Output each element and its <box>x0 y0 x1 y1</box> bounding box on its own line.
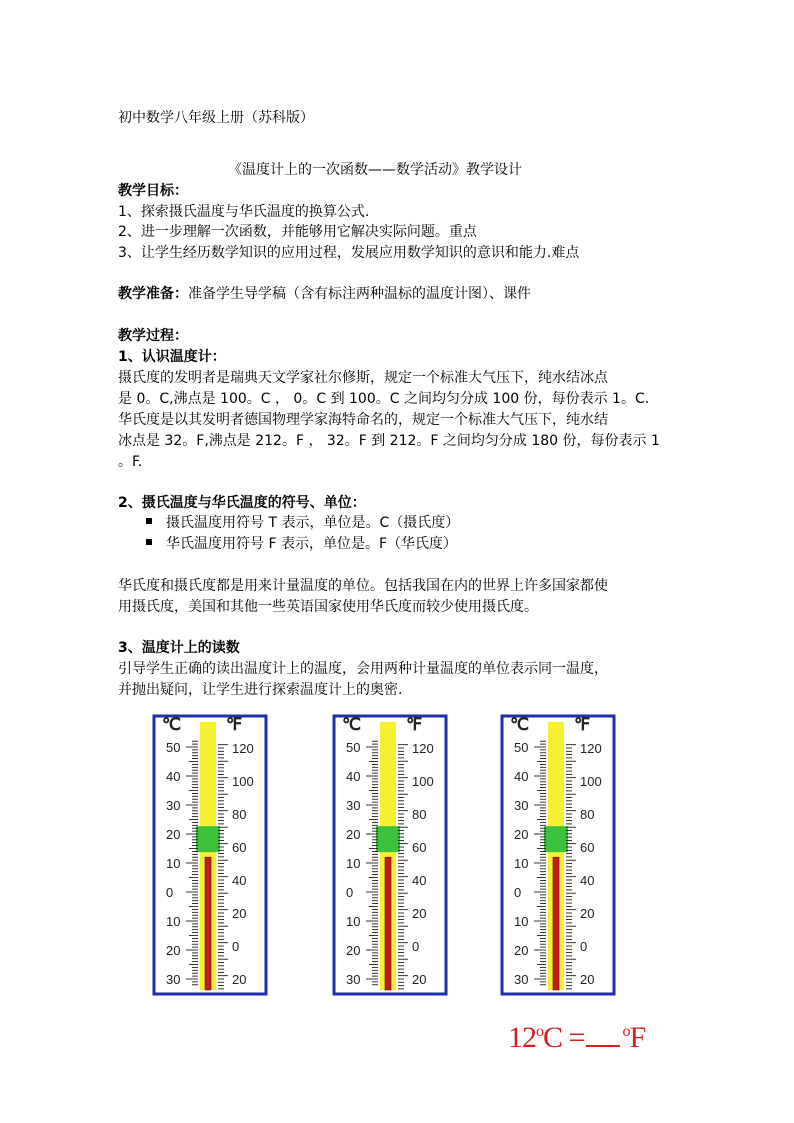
goal-item: 3、让学生经历数学知识的应用过程，发展应用数学知识的意识和能力.难点 <box>118 245 580 261</box>
thermometer-svg <box>332 714 448 996</box>
fahrenheit-tick-label: 80 <box>412 807 427 822</box>
formula-fahrenheit-unit: F <box>629 1021 646 1054</box>
section2-para: 用摄氏度，美国和其他一些英语国家使用华氏度而较少使用摄氏度。 <box>118 599 538 615</box>
celsius-unit-label: ℃ <box>510 715 530 734</box>
fahrenheit-tick-label: 100 <box>580 774 602 789</box>
celsius-tick-label: 30 <box>346 972 361 987</box>
section1-line: 冰点是 32。F,沸点是 212。F ， 32。F 到 212。F 之间均匀分成 180 份，每份表示 1 <box>118 433 660 449</box>
page-title: 《温度计上的一次函数——数学活动》教学设计 <box>228 162 522 178</box>
thermometer-3 <box>500 714 616 996</box>
thermometer-svg <box>500 714 616 996</box>
mercury-column <box>385 857 391 990</box>
fahrenheit-tick-label: 120 <box>580 741 602 756</box>
celsius-tick-label: 10 <box>166 856 181 871</box>
bullet-text: 华氏温度用符号 F 表示，单位是。F（华氏度） <box>166 536 458 552</box>
fahrenheit-tick-label: 80 <box>232 807 247 822</box>
celsius-unit-label: ℃ <box>342 715 362 734</box>
answer-blank[interactable] <box>586 1019 620 1047</box>
celsius-tick-label: 30 <box>346 798 361 813</box>
celsius-tick-label: 10 <box>514 856 529 871</box>
fahrenheit-unit-label: ℉ <box>226 715 243 734</box>
celsius-tick-label: 50 <box>514 740 529 755</box>
conversion-formula <box>508 1012 645 1058</box>
fahrenheit-tick-label: 80 <box>580 807 595 822</box>
celsius-tick-label: 20 <box>346 827 361 842</box>
celsius-tick-label: 0 <box>514 885 522 900</box>
section1-line: 是 0。C,沸点是 100。C ， 0。C 到 100。C 之间均匀分成 100 份，每份表示 1。C. <box>118 391 650 407</box>
thermometer-2 <box>332 714 448 996</box>
formula-celsius-value: 12 <box>508 1021 536 1054</box>
celsius-tick-label: 40 <box>514 769 529 784</box>
celsius-tick-label: 10 <box>346 914 361 929</box>
prep-text: 准备学生导学稿（含有标注两种温标的温度计图）、课件 <box>188 286 531 302</box>
celsius-unit-label: ℃ <box>162 715 182 734</box>
degree-mark: o <box>536 1023 543 1040</box>
section2-heading: 2、摄氏温度与华氏温度的符号、单位： <box>118 495 366 511</box>
thermometer-svg <box>152 714 268 996</box>
grade-line: 初中数学八年级上册（苏科版） <box>118 110 314 126</box>
section3-line: 引导学生正确的读出温度计上的温度，会用两种计量温度的单位表示同一温度， <box>118 661 608 677</box>
celsius-tick-label: 10 <box>166 914 181 929</box>
fahrenheit-tick-label: 40 <box>412 873 427 888</box>
section1-heading: 1、认识温度计： <box>118 349 226 365</box>
bullet-item <box>146 534 457 554</box>
fahrenheit-tick-label: 40 <box>580 873 595 888</box>
celsius-tick-label: 10 <box>346 856 361 871</box>
section2-para: 华氏度和摄氏度都是用来计量温度的单位。包括我国在内的世界上许多国家都使 <box>118 578 608 594</box>
section1-line: 华氏度是以其发明者德国物理学家海特命名的，规定一个标准大气压下，纯水结 <box>118 412 608 428</box>
celsius-tick-label: 10 <box>514 914 529 929</box>
celsius-tick-label: 30 <box>166 798 181 813</box>
bullet-text: 摄氏温度用符号 T 表示，单位是。C（摄氏度） <box>166 515 460 531</box>
fahrenheit-tick-label: 20 <box>232 972 247 987</box>
fahrenheit-tick-label: 120 <box>412 741 434 756</box>
celsius-tick-label: 0 <box>346 885 354 900</box>
celsius-tick-label: 40 <box>166 769 181 784</box>
fahrenheit-unit-label: ℉ <box>406 715 423 734</box>
celsius-tick-label: 20 <box>166 943 181 958</box>
fahrenheit-tick-label: 20 <box>580 972 595 987</box>
section3-heading: 3、温度计上的读数 <box>118 640 240 656</box>
fahrenheit-tick-label: 60 <box>580 840 595 855</box>
celsius-tick-label: 20 <box>346 943 361 958</box>
celsius-tick-label: 0 <box>166 885 174 900</box>
section3-line: 并抛出疑问，让学生进行探索温度计上的奥密. <box>118 682 403 698</box>
goal-item: 2、进一步理解一次函数，并能够用它解决实际问题。重点 <box>118 224 477 240</box>
celsius-tick-label: 50 <box>346 740 361 755</box>
formula-celsius-unit: C = <box>543 1021 585 1054</box>
fahrenheit-tick-label: 0 <box>580 939 588 954</box>
celsius-tick-label: 20 <box>514 827 529 842</box>
mercury-column <box>553 857 559 990</box>
goal-item: 1、探索摄氏温度与华氏温度的换算公式. <box>118 204 370 220</box>
fahrenheit-unit-label: ℉ <box>574 715 591 734</box>
thermometer-highlight <box>544 826 568 852</box>
process-heading: 教学过程： <box>118 328 188 344</box>
fahrenheit-tick-label: 60 <box>232 840 247 855</box>
fahrenheit-tick-label: 20 <box>580 906 595 921</box>
celsius-tick-label: 50 <box>166 740 181 755</box>
section1-line: 摄氏度的发明者是瑞典天文学家社尔修斯，规定一个标准大气压下，纯水结冰点 <box>118 370 608 386</box>
fahrenheit-tick-label: 100 <box>412 774 434 789</box>
celsius-tick-label: 40 <box>346 769 361 784</box>
fahrenheit-tick-label: 120 <box>232 741 254 756</box>
thermometer-1 <box>152 714 268 996</box>
fahrenheit-tick-label: 40 <box>232 873 247 888</box>
fahrenheit-tick-label: 0 <box>232 939 240 954</box>
mercury-column <box>205 857 211 990</box>
celsius-tick-label: 30 <box>514 972 529 987</box>
fahrenheit-tick-label: 60 <box>412 840 427 855</box>
fahrenheit-tick-label: 100 <box>232 774 254 789</box>
celsius-tick-label: 30 <box>514 798 529 813</box>
fahrenheit-tick-label: 0 <box>412 939 420 954</box>
goals-heading: 教学目标： <box>118 183 188 199</box>
prep-heading: 教学准备： <box>118 286 188 302</box>
prep-line <box>118 284 531 304</box>
bullet-item <box>146 513 459 533</box>
fahrenheit-tick-label: 20 <box>412 906 427 921</box>
celsius-tick-label: 20 <box>514 943 529 958</box>
section1-line: 。F. <box>118 454 143 470</box>
fahrenheit-tick-label: 20 <box>412 972 427 987</box>
degree-mark: o <box>622 1023 630 1040</box>
thermometer-highlight <box>196 826 220 852</box>
fahrenheit-tick-label: 20 <box>232 906 247 921</box>
thermometer-highlight <box>376 826 400 852</box>
celsius-tick-label: 20 <box>166 827 181 842</box>
celsius-tick-label: 30 <box>166 972 181 987</box>
